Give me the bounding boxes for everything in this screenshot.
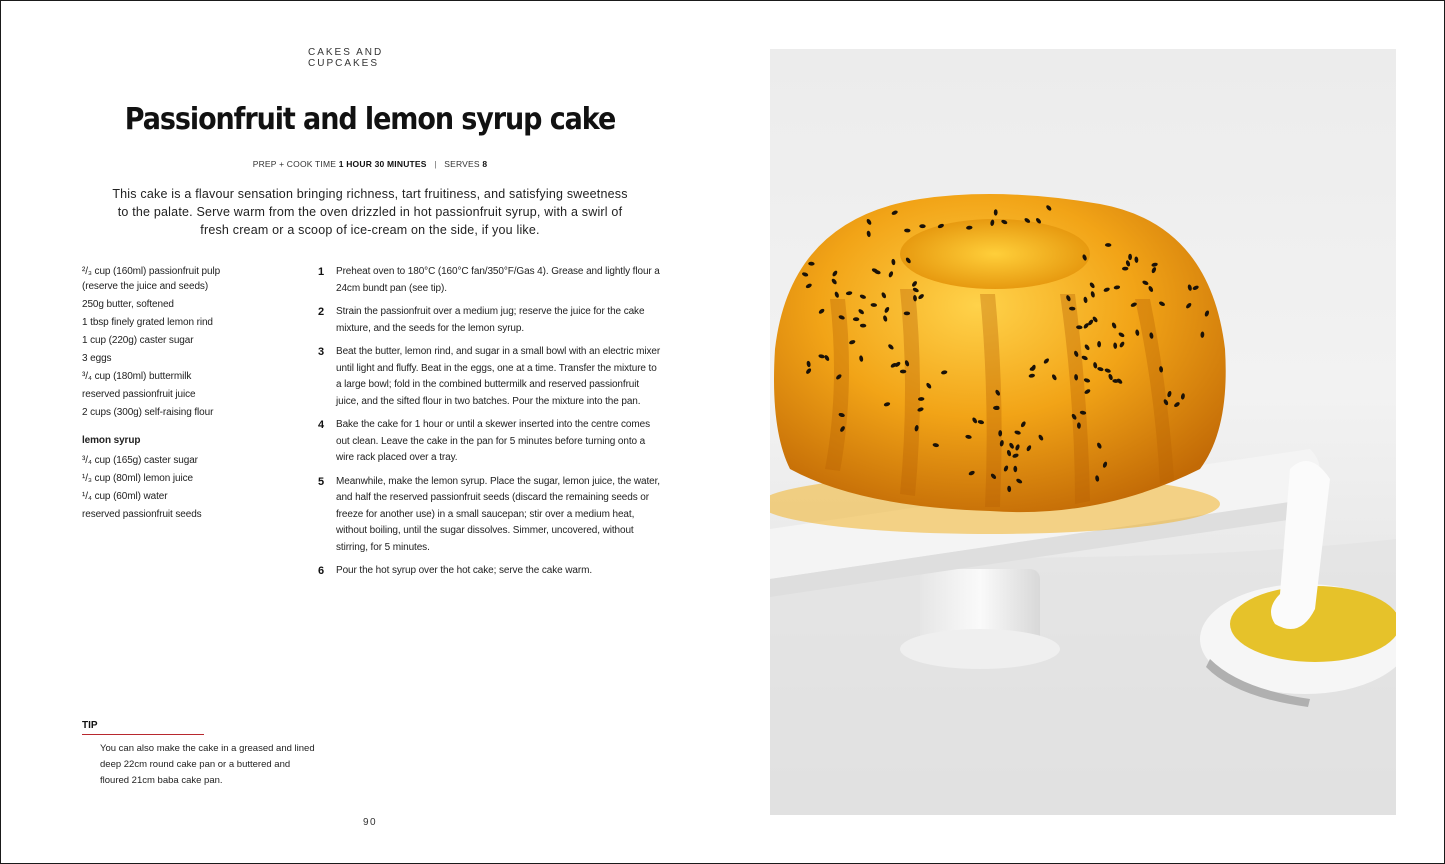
serves-label: SERVES xyxy=(444,159,480,169)
syrup-ingredient-item: reserved passionfruit seeds xyxy=(82,509,202,520)
cake-photo xyxy=(770,49,1396,815)
ingredient-item: ³/₄ cup (180ml) buttermilk xyxy=(82,371,192,382)
tip-label: TIP xyxy=(82,720,204,735)
prep-label: PREP + COOK TIME xyxy=(252,159,337,169)
syrup-ingredient-item: ¹/₄ cup (60ml) water xyxy=(82,491,168,502)
method-step xyxy=(318,563,663,580)
tip-text: You can also make the cake in a greased and lined deep 22cm round cake pan or a buttered and floured 21cm baba cake pan. xyxy=(100,743,315,786)
step-number: 5 xyxy=(318,475,325,488)
ingredients-list xyxy=(82,264,312,525)
passionfruit-seed xyxy=(904,312,910,316)
cake-stand-foot xyxy=(900,629,1060,669)
syrup-ingredient-item: ³/₄ cup (165g) caster sugar xyxy=(82,455,198,466)
bundt-cake-center xyxy=(900,219,1090,289)
method-step xyxy=(318,474,663,557)
method-step xyxy=(318,264,663,297)
step-number: 1 xyxy=(318,266,325,278)
step-text: Strain the passionfruit over a medium jug; reserve the juice for the cake mixture, and the seeds for the lemon syrup. xyxy=(336,306,645,334)
step-text: Meanwhile, make the lemon syrup. Place the sugar, lemon juice, the water, and half the reserved passionfruit seeds (discard the remaining seeds or freeze for another use) in a small saucepan; stir over a medium heat, without boiling, until the sugar dissolves. Simmer, uncovered, without stirring, for 5 minutes. xyxy=(336,475,660,553)
step-text: Pour the hot syrup over the hot cake; serve the cake warm. xyxy=(336,565,592,576)
serves-value: 8 xyxy=(482,159,488,169)
ingredient-item: 250g butter, softened xyxy=(82,299,174,310)
passionfruit-seed xyxy=(994,209,998,215)
prep-value: 1 HOUR 30 MINUTES xyxy=(338,159,427,169)
step-number: 4 xyxy=(318,419,325,431)
recipe-title: Passionfruit and lemon syrup cake xyxy=(124,102,616,137)
step-text: Beat the butter, lemon rind, and sugar in a small bowl with an electric mixer until light and fluffy. Beat in the eggs, one at a time. Transfer the mixture to a large bowl; fold in the combined buttermilk and reserved passionfruit juice, and the sifted flour in two batches. Pour the mixture into the pan. xyxy=(336,346,661,407)
ingredient-item: 2 cups (300g) self-raising flour xyxy=(82,407,214,418)
recipe-meta xyxy=(70,159,670,169)
meta-separator: | xyxy=(434,159,437,169)
ingredient-item: 3 eggs xyxy=(82,353,112,364)
method-step xyxy=(318,304,663,337)
page-number: 90 xyxy=(362,817,378,828)
passionfruit-seed xyxy=(1128,254,1132,260)
step-text: Preheat oven to 180°C (160°C fan/350°F/Gas 4). Grease and lightly flour a 24cm bundt pan (see tip). xyxy=(336,266,660,294)
syrup-ingredient-item: ¹/₃ cup (80ml) lemon juice xyxy=(82,473,193,484)
method-step xyxy=(318,417,663,467)
step-number: 6 xyxy=(318,565,325,577)
cake-photo-illustration xyxy=(770,49,1396,815)
recipe-intro: This cake is a flavour sensation bringing richness, tart fruitiness, and satisfying sweetness to the palate. Serve warm from the oven drizzled in hot passionfruit syrup, with a swirl of fresh cream or a scoop of ice-cream on the side, if you like. xyxy=(112,187,628,237)
ingredient-item: 1 tbsp finely grated lemon rind xyxy=(82,317,213,328)
method-step xyxy=(318,344,663,410)
ingredient-item: ²/₃ cup (160ml) passionfruit pulp (reserve the juice and seeds) xyxy=(82,266,221,292)
passionfruit-seed xyxy=(900,370,906,374)
method-steps xyxy=(318,264,663,587)
step-number: 3 xyxy=(318,346,325,358)
ingredient-item: 1 cup (220g) caster sugar xyxy=(82,335,194,346)
step-text: Bake the cake for 1 hour or until a skewer inserted into the centre comes out clean. Leave the cake in the pan for 5 minutes before turning onto a wire rack placed over a tray. xyxy=(336,419,650,463)
syrup-heading: lemon syrup xyxy=(82,435,141,446)
section-header: CAKES AND CUPCAKES xyxy=(308,47,384,69)
ingredient-item: reserved passionfruit juice xyxy=(82,389,196,400)
step-number: 2 xyxy=(318,306,325,318)
